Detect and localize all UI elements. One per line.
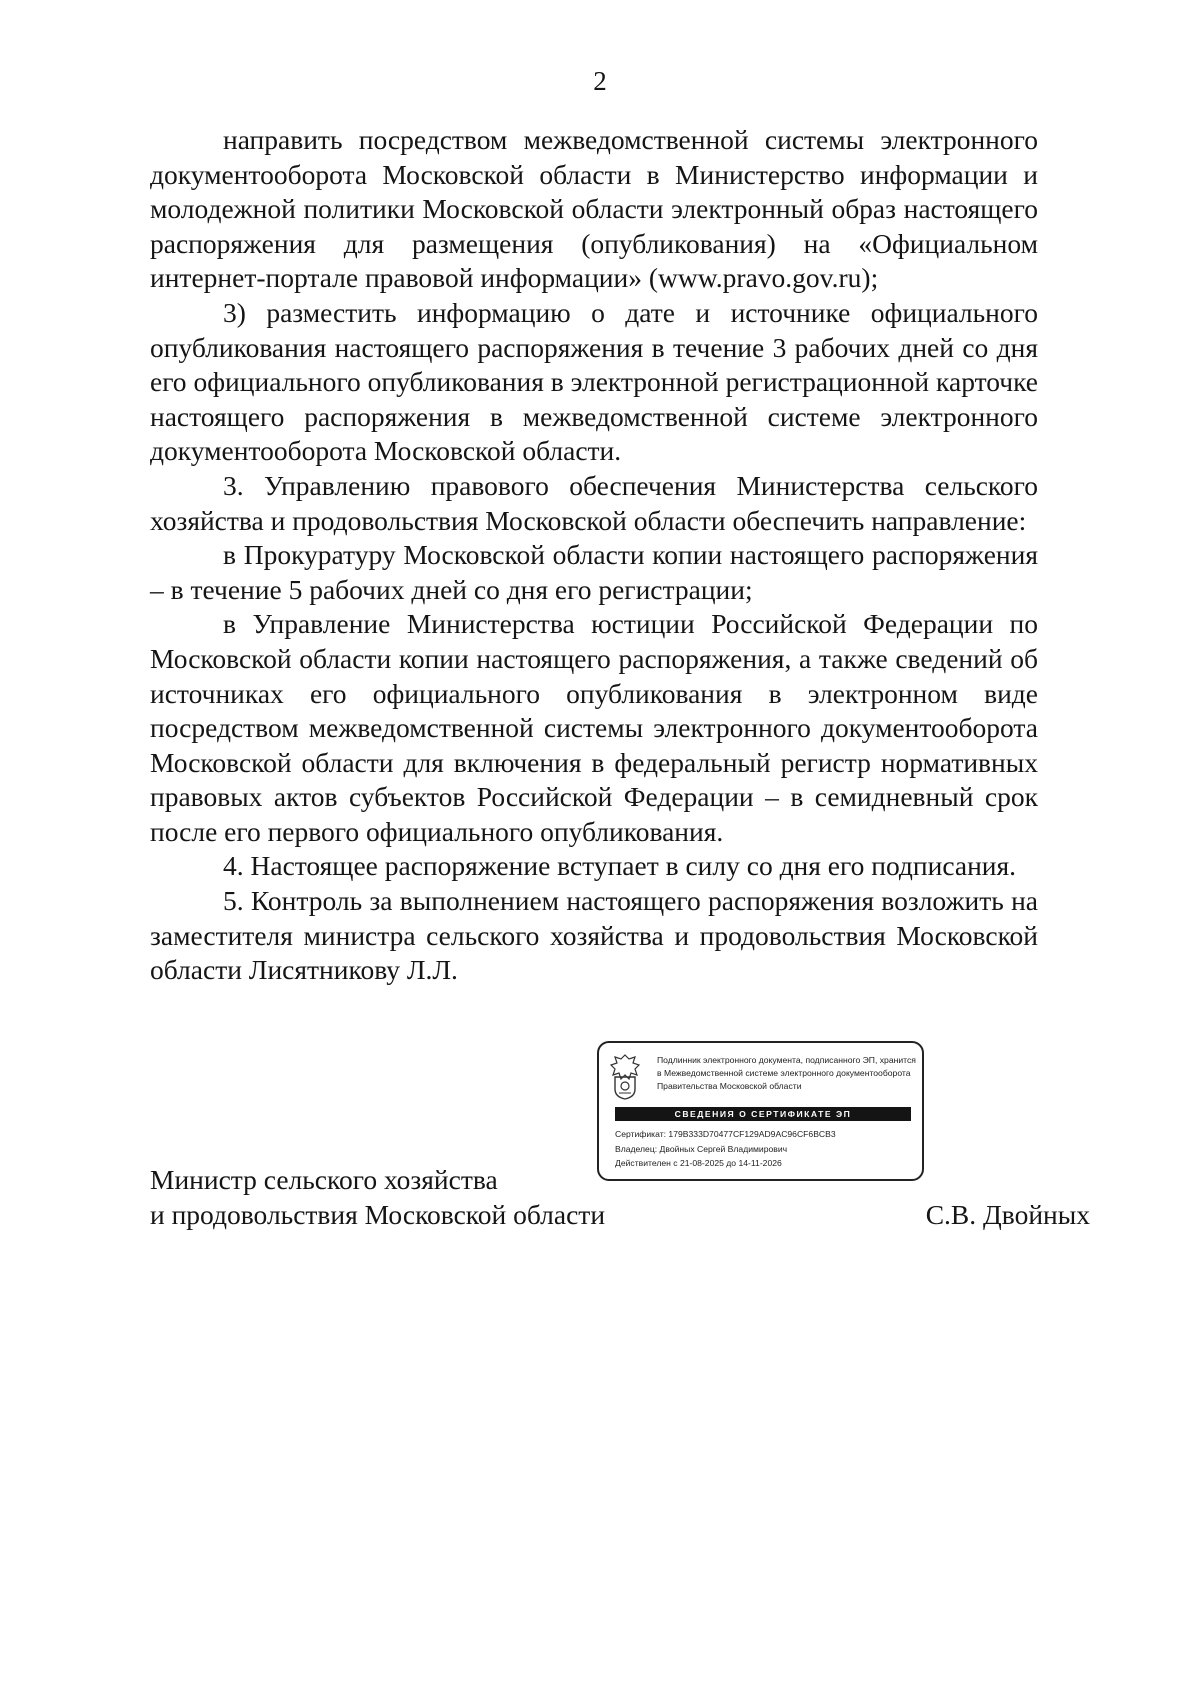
paragraph-send-electronic-image: направить посредством межведомственной системы электронного документооборота Московской области в Министерство информации и молодежной политики Московской области электронный образ настоящего распоряжения для размещения (опубликования) на «Официальном интернет-портале правовой информации» (www.pravo.gov.ru); <box>150 124 1038 294</box>
paragraph-justice-ministry: в Управление Министерства юстиции Российской Федерации по Московской области копии настоящего распоряжения, а также сведений об источниках его официального опубликования в электронном виде посредством межведомственной системы электронного документооборота Московской области для включения в федеральный регистр нормативных правовых актов субъектов Российской Федерации – в семидневный срок после его первого официального опубликования. <box>150 608 1038 847</box>
signatory-title-line-2: и продовольствия Московской области <box>150 1198 606 1230</box>
signatory-name: С.В. Двойных <box>925 1198 1090 1230</box>
paragraph-item-3-publish-info: 3) разместить информацию о дате и источнике официального опубликования настоящего распоряжения в течение 3 рабочих дней со дня его официального опубликования в электронной регистрационной карточке настоящего распоряжения в межведомственной системе электронного документооборота Московской области. <box>150 296 1038 467</box>
coat-of-arms-emblem-icon <box>609 1053 641 1101</box>
page-number: 2 <box>593 66 607 96</box>
paragraph-legal-department: 3. Управлению правового обеспечения Министерства сельского хозяйства и продовольствия Московской области обеспечить направление: <box>150 469 1038 536</box>
paragraph-control: 5. Контроль за выполнением настоящего распоряжения возложить на заместителя министра сельского хозяйства и продовольствия Московской области Лисятникову Л.Л. <box>150 885 1038 986</box>
paragraph-entry-into-force: 4. Настоящее распоряжение вступает в силу со дня его подписания. <box>223 850 1017 882</box>
electronic-signature-stamp <box>597 1041 924 1181</box>
signature-block <box>150 1163 1090 1232</box>
signatory-title-line-1: Министр сельского хозяйства <box>150 1164 498 1195</box>
paragraph-prosecutor-office: в Прокуратуру Московской области копии настоящего распоряжения – в течение 5 рабочих дней со дня его регистрации; <box>150 539 1038 605</box>
stamp-banner: СВЕДЕНИЯ О СЕРТИФИКАТЕ ЭП <box>615 1107 911 1121</box>
stamp-validity: Действителен с 21-08-2025 до 14-11-2026 <box>615 1158 782 1168</box>
document-body <box>150 123 1038 988</box>
stamp-owner: Владелец: Двойных Сергей Владимирович <box>615 1143 788 1154</box>
stamp-note: Подлинник электронного документа, подписанного ЭП, хранится в Межведомственной системе электронного документооборота Правительства Московской области <box>657 1055 916 1091</box>
stamp-certificate: Сертификат: 179B333D70477CF129AD9AC96CF6BCB3 <box>615 1129 836 1139</box>
